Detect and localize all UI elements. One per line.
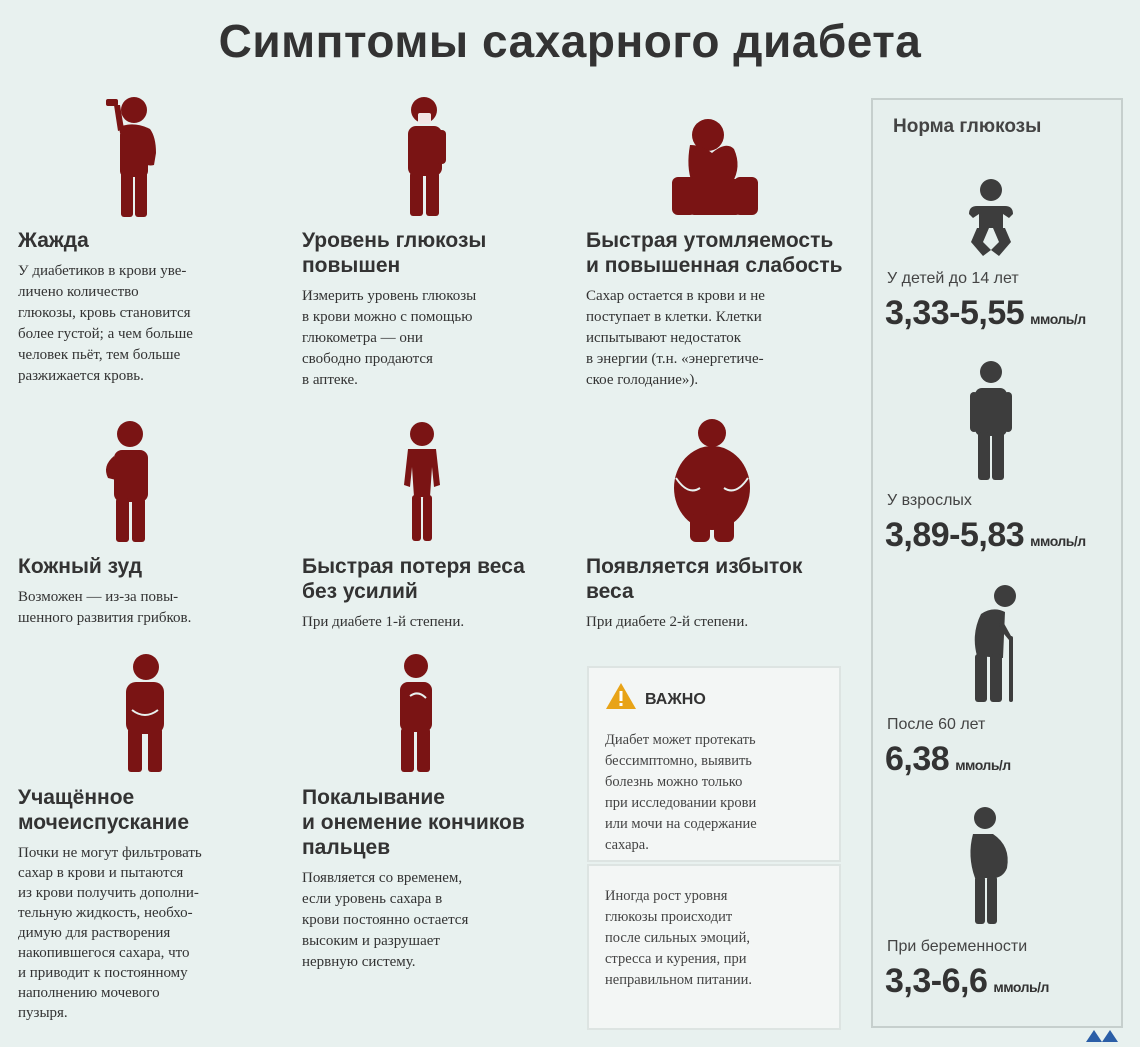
norm-value-adults — [885, 516, 1086, 555]
drinking-person-icon — [100, 95, 170, 217]
symptom-heading: Появляется избыток веса — [586, 555, 803, 603]
overweight-person-icon — [670, 418, 754, 542]
important-title: ВАЖНО — [645, 690, 706, 708]
symptom-heading: Быстрая потеря веса без усилий — [302, 555, 525, 603]
symptom-text: Измерить уровень глюкозы в крови можно с помощью глюкометра — они свободно продаются в аптеке. — [302, 288, 477, 388]
symptom-thirst — [18, 228, 288, 387]
symptom-text: При диабете 1-й степени. — [302, 614, 465, 630]
symptom-heading: Покалывание и онемение кончиков пальцев — [302, 786, 525, 859]
norm-unit: ммоль/л — [955, 757, 1011, 773]
norm-unit: ммоль/л — [1030, 533, 1086, 549]
symptom-text: При диабете 2-й степени. — [586, 614, 749, 630]
page-title: Симптомы сахарного диабета — [218, 15, 922, 67]
symptom-numbness — [302, 785, 572, 973]
glucose-norm-panel — [871, 98, 1123, 1028]
symptom-itching — [18, 554, 288, 629]
norm-value: 6,38 — [885, 740, 950, 778]
symptom-fatigue — [586, 228, 866, 391]
symptom-text: Возможен — из-за повы- шенного развития грибков. — [18, 589, 192, 626]
symptom-heading: Кожный зуд — [18, 555, 143, 578]
symptom-heading: Быстрая утомляемость и повышенная слабость — [586, 229, 843, 277]
symptom-text: Появляется со временем, если уровень сахара в крови постоянно остается высоким и разрушает нервную систему. — [302, 870, 469, 970]
norm-value-pregnancy — [885, 962, 1049, 1001]
numbness-person-icon — [394, 652, 438, 772]
symptom-text: У диабетиков в крови уве- личено количество глюкозы, кровь становится более густой; а чем больше человек пьёт, тем больше разжижается кровь. — [18, 263, 193, 384]
norm-value: 3,33-5,55 — [885, 294, 1025, 332]
baby-icon — [963, 178, 1019, 258]
pregnant-woman-icon — [963, 806, 1019, 926]
symptom-high-glucose — [302, 228, 572, 391]
warning-triangle-icon — [605, 682, 637, 716]
symptom-heading: Учащённое мочеиспускание — [18, 786, 190, 834]
itching-person-icon — [102, 420, 158, 542]
panel-title: Норма глюкозы — [893, 116, 1042, 137]
stress-note — [587, 864, 841, 1030]
elderly-with-cane-icon — [965, 584, 1025, 704]
tired-person-icon — [672, 115, 760, 215]
norm-value: 3,3-6,6 — [885, 962, 988, 1000]
norm-label-elderly: После 60 лет — [887, 716, 986, 733]
urination-person-icon — [118, 652, 172, 772]
important-title-row — [605, 682, 823, 716]
norm-label-pregnancy: При беременности — [887, 938, 1028, 955]
publisher-logo-icon — [1082, 1024, 1122, 1042]
norm-value-elderly — [885, 740, 1011, 779]
norm-label-adults: У взрослых — [887, 492, 972, 509]
symptom-weight-loss — [302, 554, 572, 633]
symptom-heading: Уровень глюкозы повышен — [302, 229, 487, 277]
symptom-text: Сахар остается в крови и не поступает в клетки. Клетки испытывают недостаток в энергии (т.н. «энергетиче- ское голодание»). — [586, 288, 765, 388]
important-text: Диабет может протекать бессимптомно, выявить болезнь можно только при исследовании крови или мочи на содержание сахара. — [605, 732, 757, 853]
norm-value-children — [885, 294, 1086, 333]
glucometer-person-icon — [398, 96, 454, 216]
adult-icon — [969, 360, 1013, 480]
symptom-heading: Жажда — [18, 229, 89, 252]
symptom-text: Почки не могут фильтровать сахар в крови и пытаются из крови получить дополни- тельную жидкость, необхо- димую для растворения накопившегося сахара, что и приводит к постоянному наполнению мочевого пузыря. — [18, 845, 202, 1021]
symptom-urination — [18, 785, 288, 1023]
important-note — [587, 666, 841, 862]
norm-label-children: У детей до 14 лет — [887, 270, 1019, 287]
symptom-overweight — [586, 554, 856, 633]
thin-person-icon — [400, 421, 444, 541]
norm-unit: ммоль/л — [1030, 311, 1086, 327]
norm-value: 3,89-5,83 — [885, 516, 1025, 554]
stress-note-text: Иногда рост уровня глюкозы происходит после сильных эмоций, стресса и курения, при неправильном питании. — [605, 888, 753, 988]
norm-unit: ммоль/л — [993, 979, 1049, 995]
